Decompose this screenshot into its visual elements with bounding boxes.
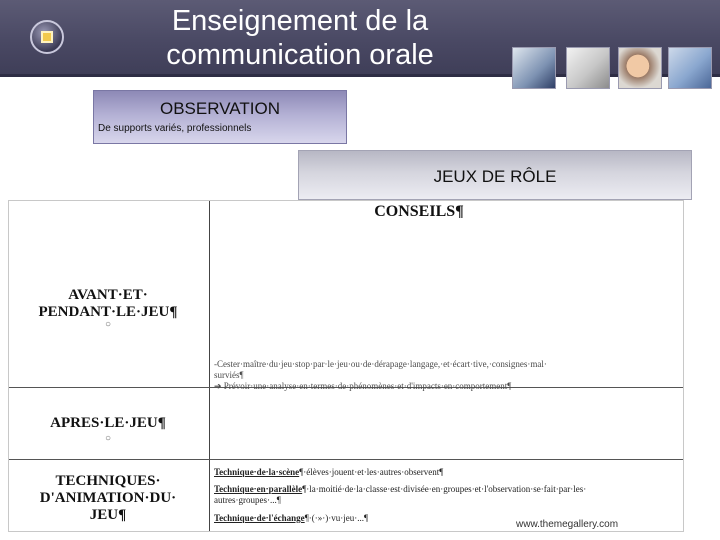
title-line-1: Enseignement de la: [171, 5, 429, 37]
section-label-techniques: [9, 473, 207, 524]
technique-exchange-label: Technique·de·l'échange: [214, 513, 305, 523]
portrait-photo-icon: [618, 47, 662, 89]
logo-icon: [30, 20, 64, 54]
technique-parallel-line: [214, 484, 674, 495]
doc-line-cester: -Cester·maître·du·jeu·stop·par·le·jeu·ou·de·dérapage·langage,·et·écart·tive,·consignes·mal·: [214, 359, 547, 369]
observation-title: OBSERVATION: [160, 99, 280, 118]
section-1-mark: ○: [104, 319, 112, 330]
role-play-title: JEUX DE RÔLE: [433, 167, 557, 186]
section-3-line-1: TECHNIQUES·: [55, 473, 161, 489]
paper-photo-icon: [566, 47, 610, 89]
observation-box: [93, 90, 347, 144]
doc-line-prevoir: ➔ Prévoir·une·analyse·en·termes·de·phénomènes·et·d'impacts·en·comportement¶: [214, 381, 512, 391]
technique-parallel-cont: autres·groupes·...¶: [214, 495, 281, 505]
role-play-box: [298, 150, 692, 200]
section-2-line-1: APRES·LE·JEU¶: [50, 415, 166, 431]
technique-scene-line: [214, 467, 674, 478]
doc-line-surveys: surviés¶: [214, 370, 244, 380]
technique-scene-text: ¶·élèves·jouent·et·les·autres·observent¶: [299, 467, 444, 477]
section-label-after: [9, 415, 207, 432]
logo-square-icon: [41, 31, 53, 43]
section-1-line-2: PENDANT·LE·JEU¶: [38, 304, 178, 320]
slide-title: [110, 4, 490, 72]
observation-subtitle: De supports variés, professionnels: [98, 123, 252, 134]
laptop-photo-icon: [512, 47, 556, 89]
advice-document: [8, 200, 684, 532]
technique-parallel-label: Technique·en·parallèle: [214, 484, 303, 494]
documents-photo-icon: [668, 47, 712, 89]
section-2-mark: ○: [104, 433, 112, 444]
section-label-before-during: [9, 287, 207, 321]
title-line-2: communication orale: [166, 39, 434, 71]
document-heading: CONSEILS¶: [374, 203, 464, 220]
technique-exchange-text: ¶·(·»·)·vu·jeu·...¶: [304, 513, 369, 523]
footer-website: www.themegallery.com: [516, 519, 619, 530]
section-1-line-1: AVANT·ET·: [68, 287, 148, 303]
technique-parallel-text: ¶·la·moitié·de·la·classe·est·divisée·en·groupes·et·l'observation·se·fait·par·les·: [302, 484, 587, 494]
header-divider: [0, 74, 720, 77]
row-divider-2: [9, 459, 683, 460]
section-3-line-3: JEU¶: [89, 507, 127, 523]
technique-scene-label: Technique·de·la·scène: [214, 467, 300, 477]
slide-header: [0, 0, 720, 74]
section-3-line-2: D'ANIMATION·DU·: [39, 490, 177, 506]
column-divider: [209, 201, 210, 531]
